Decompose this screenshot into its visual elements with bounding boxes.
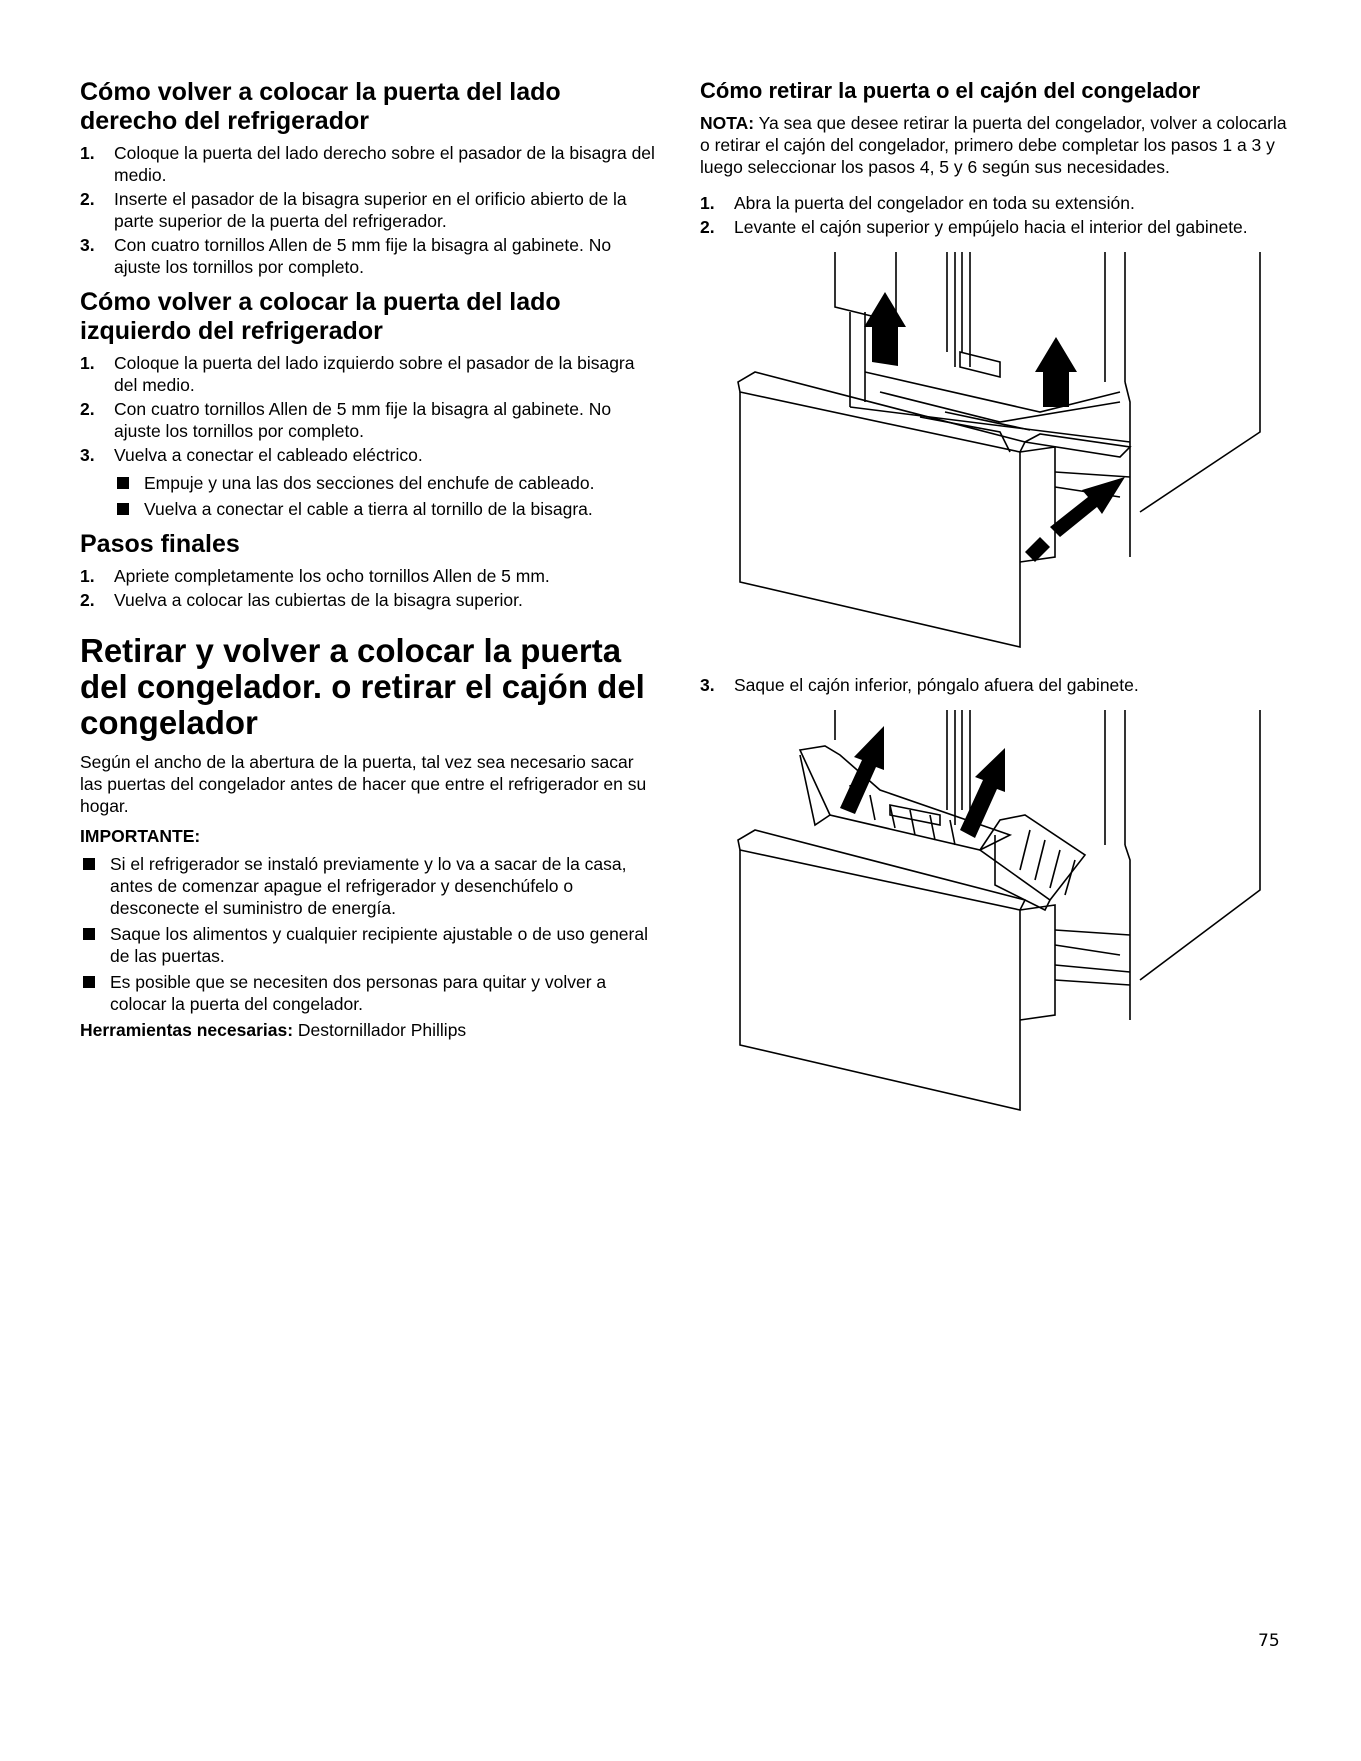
steps-freezer-continued: [700, 674, 1290, 696]
section-title-right-door: Cómo volver a colocar la puerta del lado derecho del refrigerador: [80, 78, 561, 135]
steps-freezer: [700, 192, 1290, 238]
note-label: NOTA:: [700, 113, 755, 133]
main-section-title: Retirar y volver a colocar la puerta del congelador. o retirar el cajón del congelador: [80, 632, 645, 741]
step-item: 3. Con cuatro tornillos Allen de 5 mm fije la bisagra al gabinete. No ajuste los tornillos por completo.: [80, 235, 612, 277]
step-item: 1. Coloque la puerta del lado derecho sobre el pasador de la bisagra del medio.: [80, 143, 655, 185]
step-item: 1. Apriete completamente los ocho tornillos Allen de 5 mm.: [80, 566, 550, 586]
step-item: 3. Saque el cajón inferior, póngalo afuera del gabinete.: [700, 675, 1139, 695]
step-item: 1. Abra la puerta del congelador en toda su extensión.: [700, 193, 1135, 213]
page-number: 75: [1258, 1631, 1280, 1651]
tools-label: Herramientas necesarias:: [80, 1020, 294, 1040]
bullet-item: Si el refrigerador se instaló previamente y lo va a sacar de la casa, antes de comenzar apague el refrigerador y desenchúfelo o desconecte el suministro de energía.: [80, 853, 660, 919]
bullet-item: Es posible que se necesiten dos personas para quitar y volver a colocar la puerta del congelador.: [80, 971, 660, 1015]
intro-paragraph: Según el ancho de la abertura de la puerta, tal vez sea necesario sacar las puertas del congelador antes de hacer que entre el refrigerador en su hogar.: [80, 752, 647, 816]
steps-right-door: [80, 142, 660, 278]
left-column: [80, 78, 660, 1049]
note-paragraph: [700, 112, 1290, 178]
step-item: 3. Vuelva a conectar el cableado eléctrico. Empuje y una las dos secciones del enchufe de cableado. Vuelva a conectar el cable a tierra al tornillo de la bisagra.: [80, 444, 660, 520]
step-item: 2. Levante el cajón superior y empújelo hacia el interior del gabinete.: [700, 217, 1248, 237]
wiring-bullets: [114, 472, 660, 520]
bullet-item: Saque los alimentos y cualquier recipiente ajustable o de uso general de las puertas.: [80, 923, 660, 967]
steps-left-door: [80, 352, 660, 520]
note-text: Ya sea que desee retirar la puerta del congelador, volver a colocarla o retirar el cajón del congelador, primero debe completar los pasos 1 a 3 y luego seleccionar los pasos 4, 5 y 6 según sus necesidades.: [700, 113, 1287, 177]
step-item: 2. Con cuatro tornillos Allen de 5 mm fije la bisagra al gabinete. No ajuste los tornillos por completo.: [80, 399, 612, 441]
right-column: [700, 78, 1290, 1130]
upper-drawer-illustration: [700, 252, 1290, 652]
step-item: 2. Vuelva a colocar las cubiertas de la bisagra superior.: [80, 590, 523, 610]
tools-line: [80, 1019, 660, 1041]
step-item: 1. Coloque la puerta del lado izquierdo sobre el pasador de la bisagra del medio.: [80, 353, 635, 395]
step-item: 2. Inserte el pasador de la bisagra superior en el orificio abierto de la parte superior de la puerta del refrigerador.: [80, 189, 627, 231]
important-label: IMPORTANTE:: [80, 826, 201, 846]
important-bullets: [80, 853, 660, 1015]
right-section-title: Cómo retirar la puerta o el cajón del congelador: [700, 78, 1201, 103]
lower-drawer-illustration: [700, 710, 1290, 1120]
tools-value: Destornillador Phillips: [293, 1020, 467, 1040]
bullet-item: Vuelva a conectar el cable a tierra al tornillo de la bisagra.: [114, 498, 660, 520]
steps-final: [80, 565, 660, 611]
section-title-final-steps: Pasos finales: [80, 530, 240, 558]
bullet-item: Empuje y una las dos secciones del enchufe de cableado.: [114, 472, 660, 494]
section-title-left-door: Cómo volver a colocar la puerta del lado izquierdo del refrigerador: [80, 288, 561, 345]
